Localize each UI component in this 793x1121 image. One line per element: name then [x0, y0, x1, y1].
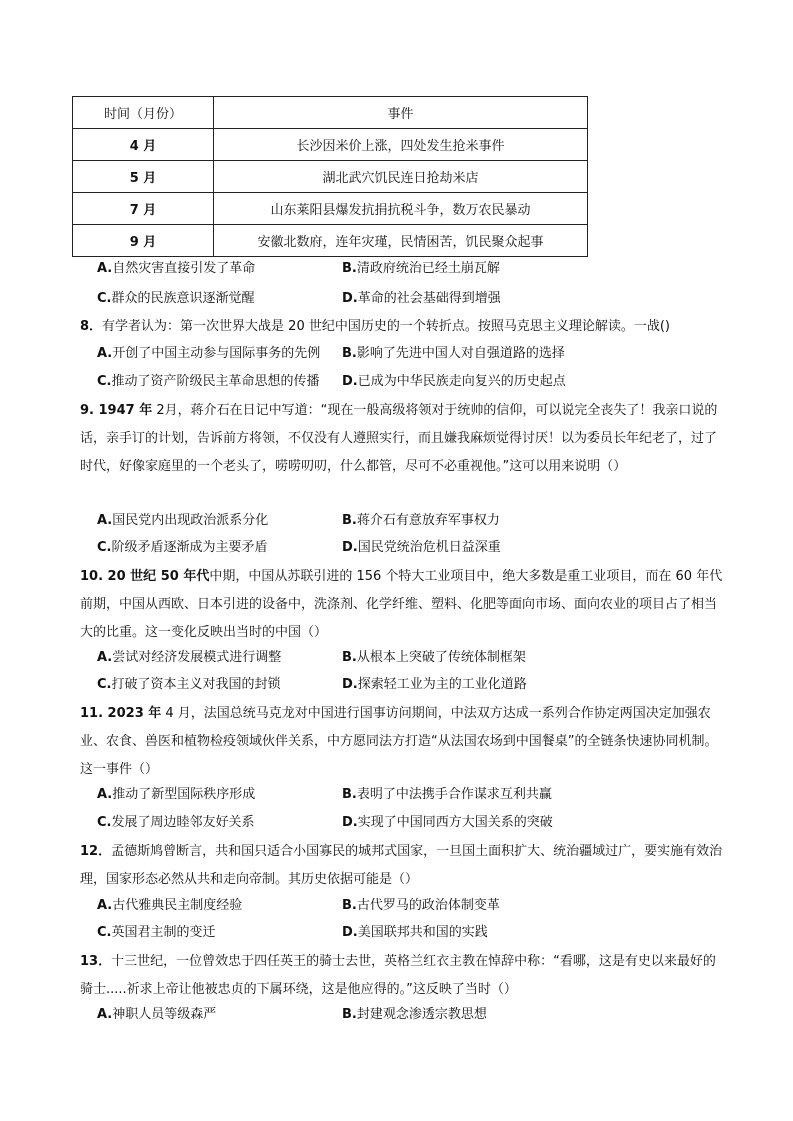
- question-8: [80, 313, 725, 341]
- question-9: [80, 397, 725, 481]
- q12-option-b[interactable]: B.古代罗马的政治体制变革: [342, 898, 500, 913]
- table-cell-event: 山东莱阳县爆发抗捐抗税斗争，数万农民暴动: [214, 193, 588, 225]
- table-row: [73, 161, 588, 193]
- question-9-stem: 9. 1947 年 2月，蒋介石在日记中写道：“现在一般高级将领对于统帅的信仰，可以说完全丧失了！我亲口说的话，亲手订的计划，告诉前方将领，不仅没有人遵照实行，而且嫌我麻烦觉得讨厌！以为委员长年纪老了，过了时代，好像家庭里的一个老头了，唠唠叨叨，什么都管，尽可不必重视他。”这可以用来说明（）: [80, 403, 718, 474]
- q11-option-c[interactable]: C.发展了周边睦邻友好关系: [97, 815, 255, 830]
- q9-option-b[interactable]: B.蒋介石有意放弃军事权力: [342, 513, 500, 528]
- table-cell-event: 长沙因米价上涨，四处发生抢米事件: [214, 129, 588, 161]
- q8-option-c[interactable]: C.推动了资产阶级民主革命思想的传播: [97, 374, 320, 389]
- q10-option-a[interactable]: A.尝试对经济发展模式进行调整: [97, 650, 282, 665]
- table-cell-month: 4 月: [73, 129, 214, 161]
- q10-option-c[interactable]: C.打破了资本主义对我国的封锁: [97, 677, 281, 692]
- q7-option-b[interactable]: B.清政府统治已经土崩瓦解: [342, 261, 500, 276]
- q7-option-d[interactable]: D.革命的社会基础得到增强: [342, 291, 501, 306]
- question-11-stem: 11. 2023 年 4 月，法国总统马克龙对中国进行国事访问期间，中法双方达成一系列合作协定两国决定加强农业、农食、兽医和植物检疫领域伙伴关系，中方愿同法方打造“从法国农场到中国餐桌”的全链条快速协同机制。这一事件（）: [80, 706, 718, 777]
- q12-option-a[interactable]: A.古代雅典民主制度经验: [97, 898, 243, 913]
- table-cell-event: 安徽北数府，连年灾瑾，民情困苦，饥民聚众起事: [214, 225, 588, 257]
- q10-option-b[interactable]: B.从根本上突破了传统体制框架: [342, 650, 526, 665]
- table-cell-event: 湖北武穴饥民连日抢劫米店: [214, 161, 588, 193]
- q11-option-b[interactable]: B.表明了中法携手合作谋求互利共赢: [342, 787, 552, 802]
- table-cell-month: 7 月: [73, 193, 214, 225]
- q9-option-c[interactable]: C.阶级矛盾逐渐成为主要矛盾: [97, 540, 268, 555]
- question-11: [80, 700, 725, 784]
- q8-option-a[interactable]: A.开创了中国主动参与国际事务的先例: [97, 346, 321, 361]
- q11-option-a[interactable]: A.推动了新型国际秩序形成: [97, 787, 256, 802]
- q8-option-b[interactable]: B.影响了先进中国人对自强道路的选择: [342, 346, 565, 361]
- q7-option-a[interactable]: A.自然灾害直接引发了革命: [97, 261, 256, 276]
- q13-option-a[interactable]: A.神职人员等级森严: [97, 1007, 217, 1022]
- q9-option-d[interactable]: D.国民党统治危机日益深重: [342, 540, 501, 555]
- q12-option-d[interactable]: D.美国联邦共和国的实践: [342, 925, 488, 940]
- q10-option-d[interactable]: D.探索轻工业为主的工业化道路: [342, 677, 527, 692]
- question-13: [80, 948, 725, 1004]
- header-event: 事件: [214, 97, 588, 129]
- table-cell-month: 5 月: [73, 161, 214, 193]
- table-row: [73, 129, 588, 161]
- q9-option-a[interactable]: A.国民党内出现政治派系分化: [97, 513, 269, 528]
- header-time: 时间（月份）: [73, 97, 214, 129]
- q12-option-c[interactable]: C.英国君主制的变迁: [97, 925, 216, 940]
- question-12-stem: 12．孟德斯鸠曾断言，共和国只适合小国寡民的城邦式国家，一旦国土面积扩大、统治疆域过广，要实施有效治理，国家形态必然从共和走向帝制。其历史依据可能是（）: [80, 844, 723, 887]
- table-cell-month: 9 月: [73, 225, 214, 257]
- table-row: [73, 193, 588, 225]
- table-header-row: [73, 97, 588, 129]
- events-table: [72, 96, 588, 257]
- q8-option-d[interactable]: D.已成为中华民族走向复兴的历史起点: [342, 374, 566, 389]
- table-row: [73, 225, 588, 257]
- q11-option-d[interactable]: D.实现了中国同西方大国关系的突破: [342, 815, 553, 830]
- question-10-stem: 10. 20 世纪 50 年代中期，中国从苏联引进的 156 个特大工业项目中，绝大多数是重工业项目，而在 60 年代前期，中国从西欧、日本引进的设备中，洗涤剂、化学纤维、塑料、化肥等面向市场、面向农业的项目占了相当大的比重。这一变化反映出当时的中国（）: [80, 569, 723, 640]
- question-10: [80, 563, 725, 647]
- question-13-stem: 13．十三世纪，一位曾效忠于四任英王的骑士去世，英格兰红衣主教在悼辞中称：“看哪，这是有史以来最好的骑士.....祈求上帝让他被忠贞的下属环绕，这是他应得的。”这反映了当时（）: [80, 954, 716, 997]
- question-12: [80, 838, 725, 894]
- q7-option-c[interactable]: C.群众的民族意识逐渐觉醒: [97, 291, 255, 306]
- question-8-stem: 8．有学者认为：第一次世界大战是 20 世纪中国历史的一个转折点。按照马克思主义理论解读。一战(): [80, 319, 670, 334]
- q13-option-b[interactable]: B.封建观念渗透宗教思想: [342, 1007, 487, 1022]
